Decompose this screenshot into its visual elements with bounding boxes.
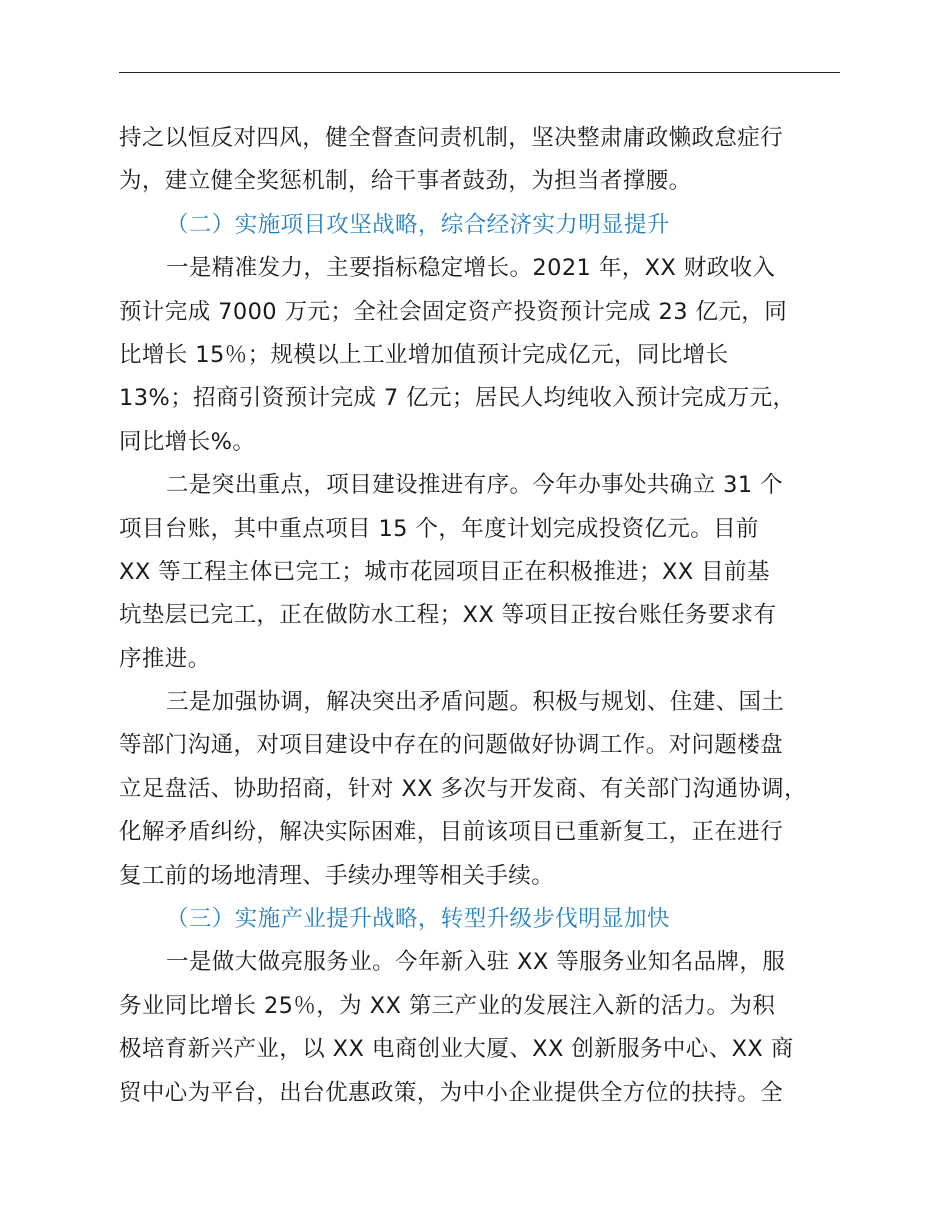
paragraph-line: 二是突出重点，项目建设推进有序。今年办事处共确立 31 个 [166,472,784,499]
paragraph-line: 复工前的场地清理、手续办理等相关手续。 [119,862,555,889]
paragraph-line: 化解矛盾纠纷，解决实际困难，目前该项目已重新复工，正在进行 [119,819,784,846]
paragraph-line: 项目台账，其中重点项目 15 个，年度计划完成投资亿元。目前 [119,515,759,542]
paragraph-line: 务业同比增长 25％，为 XX 第三产业的发展注入新的活力。为积 [119,992,776,1019]
paragraph-line: 序推进。 [119,645,211,672]
document-body [119,117,864,1115]
paragraph-line: 立足盘活、协助招商，针对 XX 多次与开发商、有关部门沟通协调， [119,775,807,802]
paragraph-line: 等部门沟通，对项目建设中存在的问题做好协调工作。对问题楼盘 [119,732,784,759]
paragraph-line: 贸中心为平台，出台优惠政策，为中小企业提供全方位的扶持。全 [119,1079,784,1106]
paragraph-line: 比增长 15％；规模以上工业增加值预计完成亿元，同比增长 [119,341,729,368]
paragraph-line: 极培育新兴产业，以 XX 电商创业大厦、XX 创新服务中心、XX 商 [119,1036,794,1063]
paragraph-line: XX 等工程主体已完工；城市花园项目正在积极推进；XX 目前基 [119,558,770,585]
section-heading-3: （三）实施产业提升战略，转型升级步伐明显加快 [166,906,670,933]
paragraph-line: 同比增长%。 [119,428,256,455]
paragraph-line: 预计完成 7000 万元；全社会固定资产投资预计完成 23 亿元，同 [119,298,788,325]
header-rule [119,72,840,73]
paragraph-line: 持之以恒反对四风，健全督查问责机制，坚决整肃庸政懒政怠症行 [119,125,784,151]
paragraph-line: 三是加强协调，解决突出矛盾问题。积极与规划、住建、国土 [166,689,785,716]
paragraph-line: 坑垫层已完工，正在做防水工程；XX 等项目正按台账任务要求有 [119,602,777,629]
paragraph-line: 一是做大做亮服务业。今年新入驻 XX 等服务业知名品牌，服 [166,949,786,976]
paragraph-line: 13%；招商引资预计完成 7 亿元；居民人均纯收入预计完成万元， [119,385,796,412]
paragraph-line: 一是精准发力，主要指标稳定增长。2021 年，XX 财政收入 [166,255,776,282]
section-heading-2: （二）实施项目攻坚战略，综合经济实力明显提升 [166,211,670,238]
paragraph-line: 为，建立健全奖惩机制，给干事者鼓劲，为担当者撑腰。 [119,168,692,195]
